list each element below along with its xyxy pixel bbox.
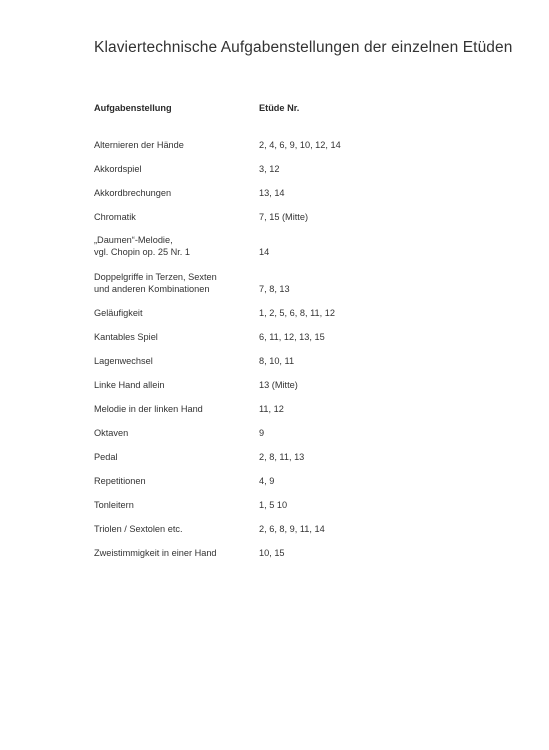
task-cell — [94, 451, 259, 464]
etude-numbers-cell: 7, 8, 13 — [259, 284, 290, 294]
etude-task-table — [94, 103, 394, 558]
task-cell — [94, 427, 259, 440]
etude-numbers-cell: 13 (Mitte) — [259, 380, 298, 390]
table-row — [94, 187, 394, 200]
table-row — [94, 307, 394, 320]
task-text: Alternieren der Hände — [94, 140, 184, 150]
task-text: Akkordbrechungen — [94, 188, 172, 198]
task-cell — [94, 499, 259, 512]
task-text: Linke Hand allein — [94, 380, 165, 390]
etude-numbers-cell: 2, 8, 11, 13 — [259, 452, 305, 462]
etude-numbers-cell: 2, 6, 8, 9, 11, 14 — [259, 524, 325, 534]
task-text: Lagenwechsel — [94, 356, 153, 366]
table-row — [94, 271, 394, 296]
etude-numbers-cell: 11, 12 — [259, 404, 284, 414]
etude-numbers-cell: 1, 5 10 — [259, 500, 288, 510]
task-text: Chromatik — [94, 212, 136, 222]
table-row — [94, 163, 394, 176]
task-text: Repetitionen — [94, 476, 146, 486]
etude-numbers-cell: 9 — [259, 428, 265, 438]
task-cell — [94, 234, 259, 259]
task-text: Pedal — [94, 452, 118, 462]
task-text: Triolen / Sextolen etc. — [94, 524, 183, 534]
task-text: Kantables Spiel — [94, 332, 158, 342]
table-row — [94, 379, 394, 392]
header-etude-number: Etüde Nr. — [259, 103, 300, 113]
etude-numbers-cell: 6, 11, 12, 13, 15 — [259, 332, 325, 342]
task-cell — [94, 139, 259, 152]
task-text: Akkordspiel — [94, 164, 142, 174]
task-cell — [94, 403, 259, 416]
task-cell — [94, 271, 259, 296]
task-cell — [94, 379, 259, 392]
etude-numbers-cell: 3, 12 — [259, 164, 280, 174]
etude-numbers-cell: 4, 9 — [259, 476, 275, 486]
task-text: Tonleitern — [94, 500, 134, 510]
task-cell — [94, 331, 259, 344]
task-text: Oktaven — [94, 428, 129, 438]
etude-numbers-cell: 2, 4, 6, 9, 10, 12, 14 — [259, 140, 341, 150]
header-task: Aufgabenstellung — [94, 103, 172, 113]
task-cell — [94, 523, 259, 536]
task-cell — [94, 355, 259, 368]
task-cell — [94, 163, 259, 176]
task-cell — [94, 307, 259, 320]
etude-numbers-cell: 10, 15 — [259, 548, 285, 558]
etude-numbers-cell: 13, 14 — [259, 188, 285, 198]
etude-numbers-cell: 1, 2, 5, 6, 8, 11, 12 — [259, 308, 335, 318]
page-title: Klaviertechnische Aufgabenstellungen der einzelnen Etüden — [94, 39, 513, 56]
table-row — [94, 451, 394, 464]
task-text: vgl. Chopin op. 25 Nr. 1 — [94, 247, 191, 257]
table-row — [94, 547, 394, 560]
task-text: Zweistimmigkeit in einer Hand — [94, 548, 217, 558]
task-text: „Daumen“-Melodie, — [94, 234, 173, 245]
table-row — [94, 234, 394, 259]
etude-numbers-cell: 8, 10, 11 — [259, 356, 295, 366]
table-row — [94, 211, 394, 224]
table-row — [94, 355, 394, 368]
table-header-row — [94, 103, 394, 117]
table-row — [94, 139, 394, 152]
table-row — [94, 523, 394, 536]
table-row — [94, 331, 394, 344]
task-cell — [94, 475, 259, 488]
task-text: Geläufigkeit — [94, 308, 143, 318]
task-cell — [94, 211, 259, 224]
table-row — [94, 475, 394, 488]
task-cell — [94, 187, 259, 200]
table-row — [94, 499, 394, 512]
task-text: Melodie in der linken Hand — [94, 404, 203, 414]
table-row — [94, 403, 394, 416]
task-text: Doppelgriffe in Terzen, Sexten — [94, 271, 217, 282]
table-row — [94, 427, 394, 440]
task-cell — [94, 547, 259, 560]
etude-numbers-cell: 7, 15 (Mitte) — [259, 212, 309, 222]
etude-numbers-cell: 14 — [259, 247, 270, 257]
task-text: und anderen Kombinationen — [94, 284, 210, 294]
